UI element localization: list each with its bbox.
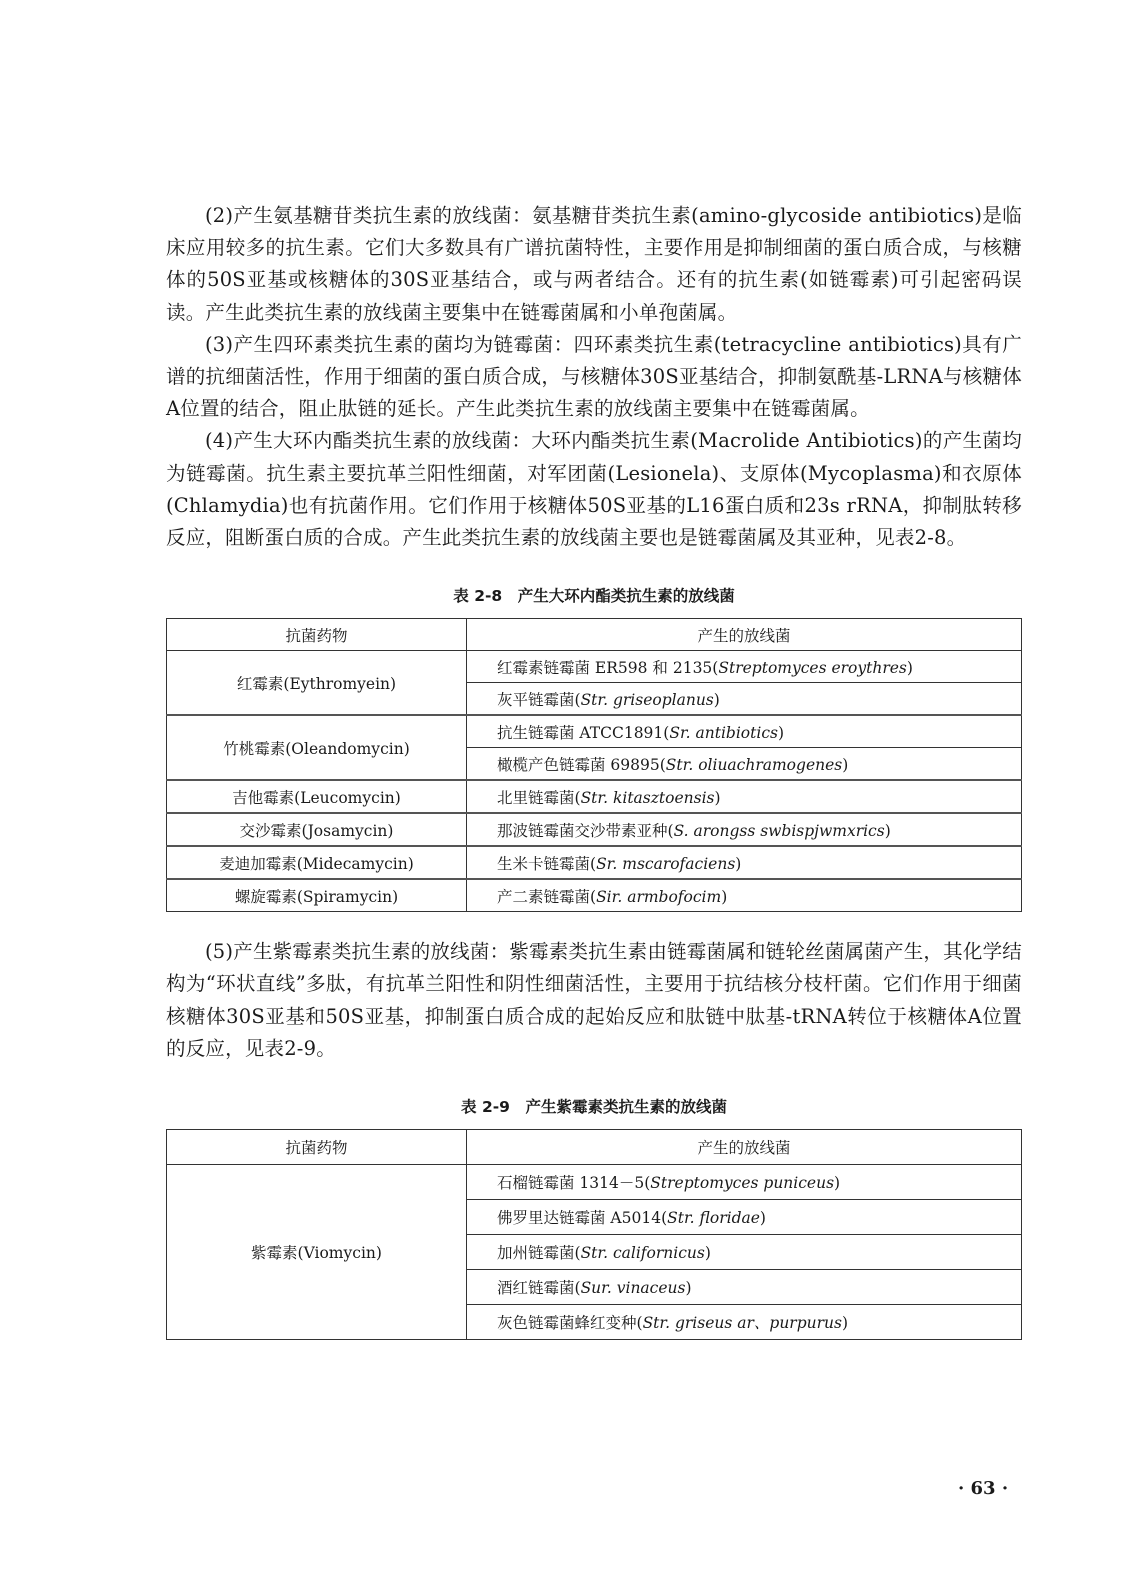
paragraph-aminoglycoside: (2)产生氨基糖苷类抗生素的放线菌：氨基糖苷类抗生素(amino-glycoside antibiotics)是临床应用较多的抗生素。它们大多数具有广谱抗菌特性，主要作用是抑制细菌的蛋白质合成，与核糖体的50S亚基或核糖体的30S亚基结合，或与两者结合。还有的抗生素(如链霉素)可引起密码误读。产生此类抗生素的放线菌主要集中在链霉菌属和小单孢菌属。 xyxy=(166,204,1022,324)
paragraph-viomycin: (5)产生紫霉素类抗生素的放线菌：紫霉素类抗生素由链霉菌属和链轮丝菌属菌产生，其化学结构为“环状直线”多肽，有抗革兰阳性和阴性细菌活性，主要用于抗结核分枝杆菌。它们作用于细菌核糖体30S亚基和50S亚基，抑制蛋白质合成的起始反应和肽链中肽基-tRNA转位于核糖体A位置的反应，见表2-9。 xyxy=(166,940,1022,1060)
producer-cell xyxy=(467,1200,1022,1235)
producer-latin-name: Str. kitasztoensis xyxy=(580,788,715,807)
page-body xyxy=(166,200,1022,1340)
producer-latin-name: Str. californicus xyxy=(580,1244,705,1263)
table-header-row xyxy=(167,619,1022,651)
table-2-9-caption: 表 2-9 产生紫霉素类抗生素的放线菌 xyxy=(461,1098,727,1117)
table-header-row xyxy=(167,1130,1022,1165)
table-row xyxy=(167,1165,1022,1200)
producer-cell xyxy=(467,651,1022,683)
producer-cell xyxy=(467,813,1022,846)
table-2-8 xyxy=(166,618,1022,912)
table-2-8-body xyxy=(167,651,1022,912)
producer-cell xyxy=(467,1165,1022,1200)
producer-name: 抗生链霉菌 ATCC1891( xyxy=(497,723,670,742)
producer-name: 加州链霉菌( xyxy=(497,1244,581,1263)
drug-cell: 红霉素(Eythromyein) xyxy=(167,651,467,716)
producer-close-paren: ) xyxy=(685,1279,692,1298)
producer-latin-name: Str. griseus ar、purpurus xyxy=(642,1314,842,1333)
producer-latin-name: Str. floridae xyxy=(667,1209,760,1228)
table-row xyxy=(167,879,1022,912)
drug-cell: 麦迪加霉素(Midecamycin) xyxy=(167,846,467,879)
producer-latin-name: Sur. vinaceus xyxy=(580,1279,686,1298)
producer-cell xyxy=(467,1270,1022,1305)
header-drug: 抗菌药物 xyxy=(167,1130,467,1165)
producer-close-paren: ) xyxy=(842,755,849,774)
producer-name: 北里链霉菌( xyxy=(497,788,581,807)
producer-close-paren: ) xyxy=(714,788,721,807)
table-row xyxy=(167,846,1022,879)
producer-latin-name: Str. griseoplanus xyxy=(580,690,714,709)
producer-latin-name: Streptomyces eroythres xyxy=(718,658,907,677)
producer-name: 石榴链霉菌 1314－5( xyxy=(497,1174,651,1193)
table-row xyxy=(167,651,1022,683)
producer-name: 那波链霉菌交沙带素亚种( xyxy=(497,821,674,840)
drug-cell: 螺旋霉素(Spiramycin) xyxy=(167,879,467,912)
producer-cell xyxy=(467,715,1022,748)
producer-name: 佛罗里达链霉菌 A5014( xyxy=(497,1209,668,1228)
producer-latin-name: S. arongss swbispjwmxrics xyxy=(673,821,885,840)
producer-cell xyxy=(467,1305,1022,1340)
drug-cell: 交沙霉素(Josamycin) xyxy=(167,813,467,846)
producer-close-paren: ) xyxy=(777,723,785,742)
drug-cell: 吉他霉素(Leucomycin) xyxy=(167,780,467,813)
producer-latin-name: Sr. mscarofaciens xyxy=(596,854,736,873)
page-number: · 63 · xyxy=(958,1478,1009,1499)
producer-close-paren: ) xyxy=(735,854,742,873)
producer-cell xyxy=(467,1235,1022,1270)
table-row xyxy=(167,715,1022,748)
producer-close-paren: ) xyxy=(759,1209,766,1228)
producer-close-paren: ) xyxy=(841,1314,849,1333)
producer-close-paren: ) xyxy=(834,1174,841,1193)
producer-name: 酒红链霉菌( xyxy=(497,1279,581,1298)
producer-close-paren: ) xyxy=(906,658,913,677)
table-2-9-body xyxy=(167,1165,1022,1340)
header-producer: 产生的放线菌 xyxy=(467,619,1022,651)
producer-name: 产二素链霉菌( xyxy=(497,887,597,906)
producer-cell xyxy=(467,683,1022,716)
producer-cell xyxy=(467,780,1022,813)
producer-cell xyxy=(467,846,1022,879)
paragraph-macrolide: (4)产生大环内酯类抗生素的放线菌：大环内酯类抗生素(Macrolide Antibiotics)的产生菌均为链霉菌。抗生素主要抗革兰阳性细菌，对军团菌(Lesionela)、支原体(Mycoplasma)和衣原体(Chlamydia)也有抗菌作用。它们作用于核糖体50S亚基的L16蛋白质和23s rRNA，抑制肽转移反应，阻断蛋白质的合成。产生此类抗生素的放线菌主要也是链霉菌属及其亚种，见表2-8。 xyxy=(166,429,1022,550)
table-row xyxy=(167,780,1022,813)
producer-latin-name: Sir. armbofocim xyxy=(596,887,722,906)
header-drug: 抗菌药物 xyxy=(167,619,467,651)
producer-cell xyxy=(467,879,1022,912)
table-2-8-caption: 表 2-8 产生大环内酯类抗生素的放线菌 xyxy=(453,587,735,606)
paragraph-tetracycline: (3)产生四环素类抗生素的菌均为链霉菌：四环素类抗生素(tetracycline antibiotics)具有广谱的抗细菌活性，作用于细菌的蛋白质合成，与核糖体30S亚基结合，抑制氨酰基-LRNA与核糖体A位置的结合，阻止肽链的延长。产生此类抗生素的放线菌主要集中在链霉菌属。 xyxy=(166,332,1022,421)
producer-close-paren: ) xyxy=(721,887,728,906)
producer-close-paren: ) xyxy=(884,821,891,840)
producer-latin-name: Sr. antibiotics xyxy=(669,723,778,742)
producer-latin-name: Streptomyces puniceus xyxy=(650,1174,835,1193)
producer-cell xyxy=(467,748,1022,781)
producer-name: 灰色链霉菌蜂红变种( xyxy=(497,1314,643,1333)
header-producer: 产生的放线菌 xyxy=(467,1130,1022,1165)
producer-name: 灰平链霉菌( xyxy=(497,690,581,709)
producer-latin-name: Str. oliuachramogenes xyxy=(665,755,843,774)
table-row xyxy=(167,813,1022,846)
producer-close-paren: ) xyxy=(704,1244,711,1263)
producer-name: 橄榄产色链霉菌 69895( xyxy=(497,755,666,774)
drug-cell: 紫霉素(Viomycin) xyxy=(167,1165,467,1340)
producer-name: 生米卡链霉菌( xyxy=(497,854,597,873)
producer-name: 红霉素链霉菌 ER598 和 2135( xyxy=(497,658,719,677)
producer-close-paren: ) xyxy=(713,690,720,709)
drug-cell: 竹桃霉素(Oleandomycin) xyxy=(167,715,467,780)
table-2-9 xyxy=(166,1129,1022,1340)
